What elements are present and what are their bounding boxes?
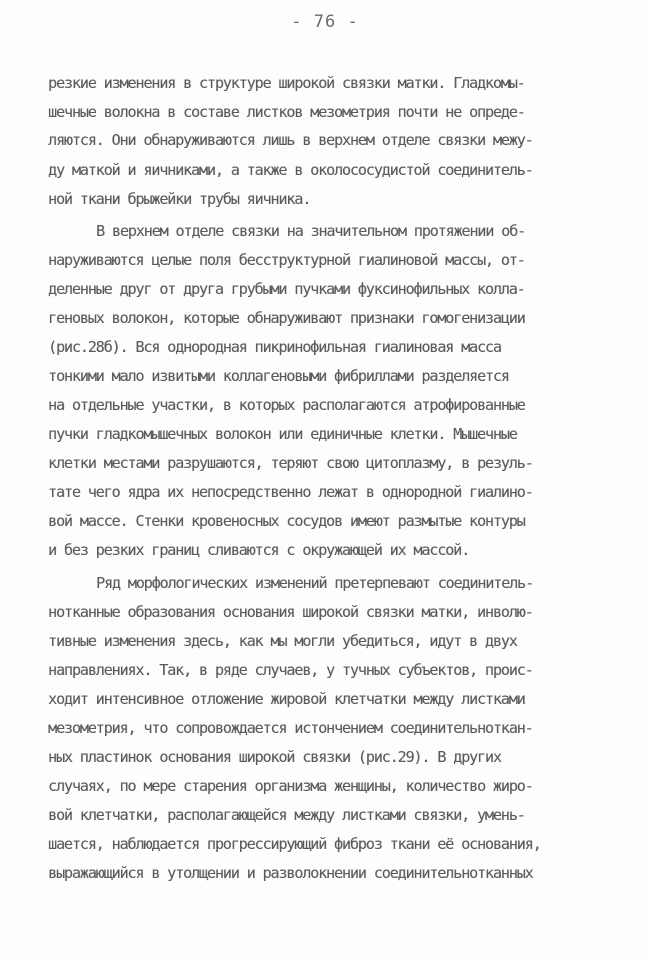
text-line: направлениях. Так, в ряде случаев, у тучных субъектов, проис-	[48, 661, 533, 679]
text-line: мезометрия, что сопровождается истончением соединительноткан-	[48, 719, 533, 737]
text-line: тате чего ядра их непосредственно лежат в однородной гиалино-	[48, 483, 533, 501]
paragraph-first-line: Ряд морфологических изменений претерпевают соединитель-	[96, 574, 533, 592]
text-line: шается, наблюдается прогрессирующий фиброз ткани её основания,	[48, 835, 541, 853]
text-line: нотканные образования основания широкой связки матки, инволю-	[48, 603, 533, 621]
text-line: тивные изменения здесь, как мы могли убедиться, идут в двух	[48, 632, 517, 650]
text-line: пучки гладкомышечных волокон или единичные клетки. Мышечные	[48, 425, 517, 443]
text-line: (рис.28б). Вся однородная пикринофильная гиалиновая масса	[48, 338, 501, 356]
text-line: деленные друг от друга грубыми пучками фуксинофильных колла-	[48, 280, 525, 298]
text-line: наруживаются целые поля бесструктурной гиалиновой массы, от-	[48, 251, 525, 269]
text-line: тонкими мало извитыми коллагеновыми фибриллами разделяется	[48, 367, 509, 385]
text-line: случаях, по мере старения организма женщины, количество жиро-	[48, 777, 533, 795]
paragraph-first-line: В верхнем отделе связки на значительном протяжении об-	[96, 222, 525, 240]
text-line: ных пластинок основания широкой связки (рис.29). В других	[48, 748, 501, 766]
text-line: выражающийся в утолщении и разволокнении соединительнотканных	[48, 864, 533, 882]
text-line: ной ткани брыжейки трубы яичника.	[48, 190, 311, 208]
text-line: ходит интенсивное отложение жировой клетчатки между листками	[48, 690, 525, 708]
text-line: вой массе. Стенки кровеносных сосудов имеют размытые контуры	[48, 512, 525, 530]
text-line: ляются. Они обнаруживаются лишь в верхнем отделе связки межу-	[48, 131, 533, 149]
text-line: резкие изменения в структуре широкой связки матки. Гладкомы-	[48, 74, 525, 92]
text-line: клетки местами разрушаются, теряют свою цитоплазму, в резуль-	[48, 454, 533, 472]
text-line: вой клетчатки, располагающейся между листками связки, умень-	[48, 806, 525, 824]
text-line: и без резких границ сливаются с окружающей их массой.	[48, 541, 470, 559]
page-number: - 76 -	[291, 12, 359, 32]
text-line: на отдельные участки, в которых располагаются атрофированные	[48, 396, 525, 414]
text-line: шечные волокна в составе листков мезометрия почти не опреде-	[48, 103, 525, 121]
text-line: геновых волокон, которые обнаруживают признаки гомогенизации	[48, 309, 525, 327]
text-line: ду маткой и яичниками, а также в околососудистой соединитель-	[48, 161, 533, 179]
